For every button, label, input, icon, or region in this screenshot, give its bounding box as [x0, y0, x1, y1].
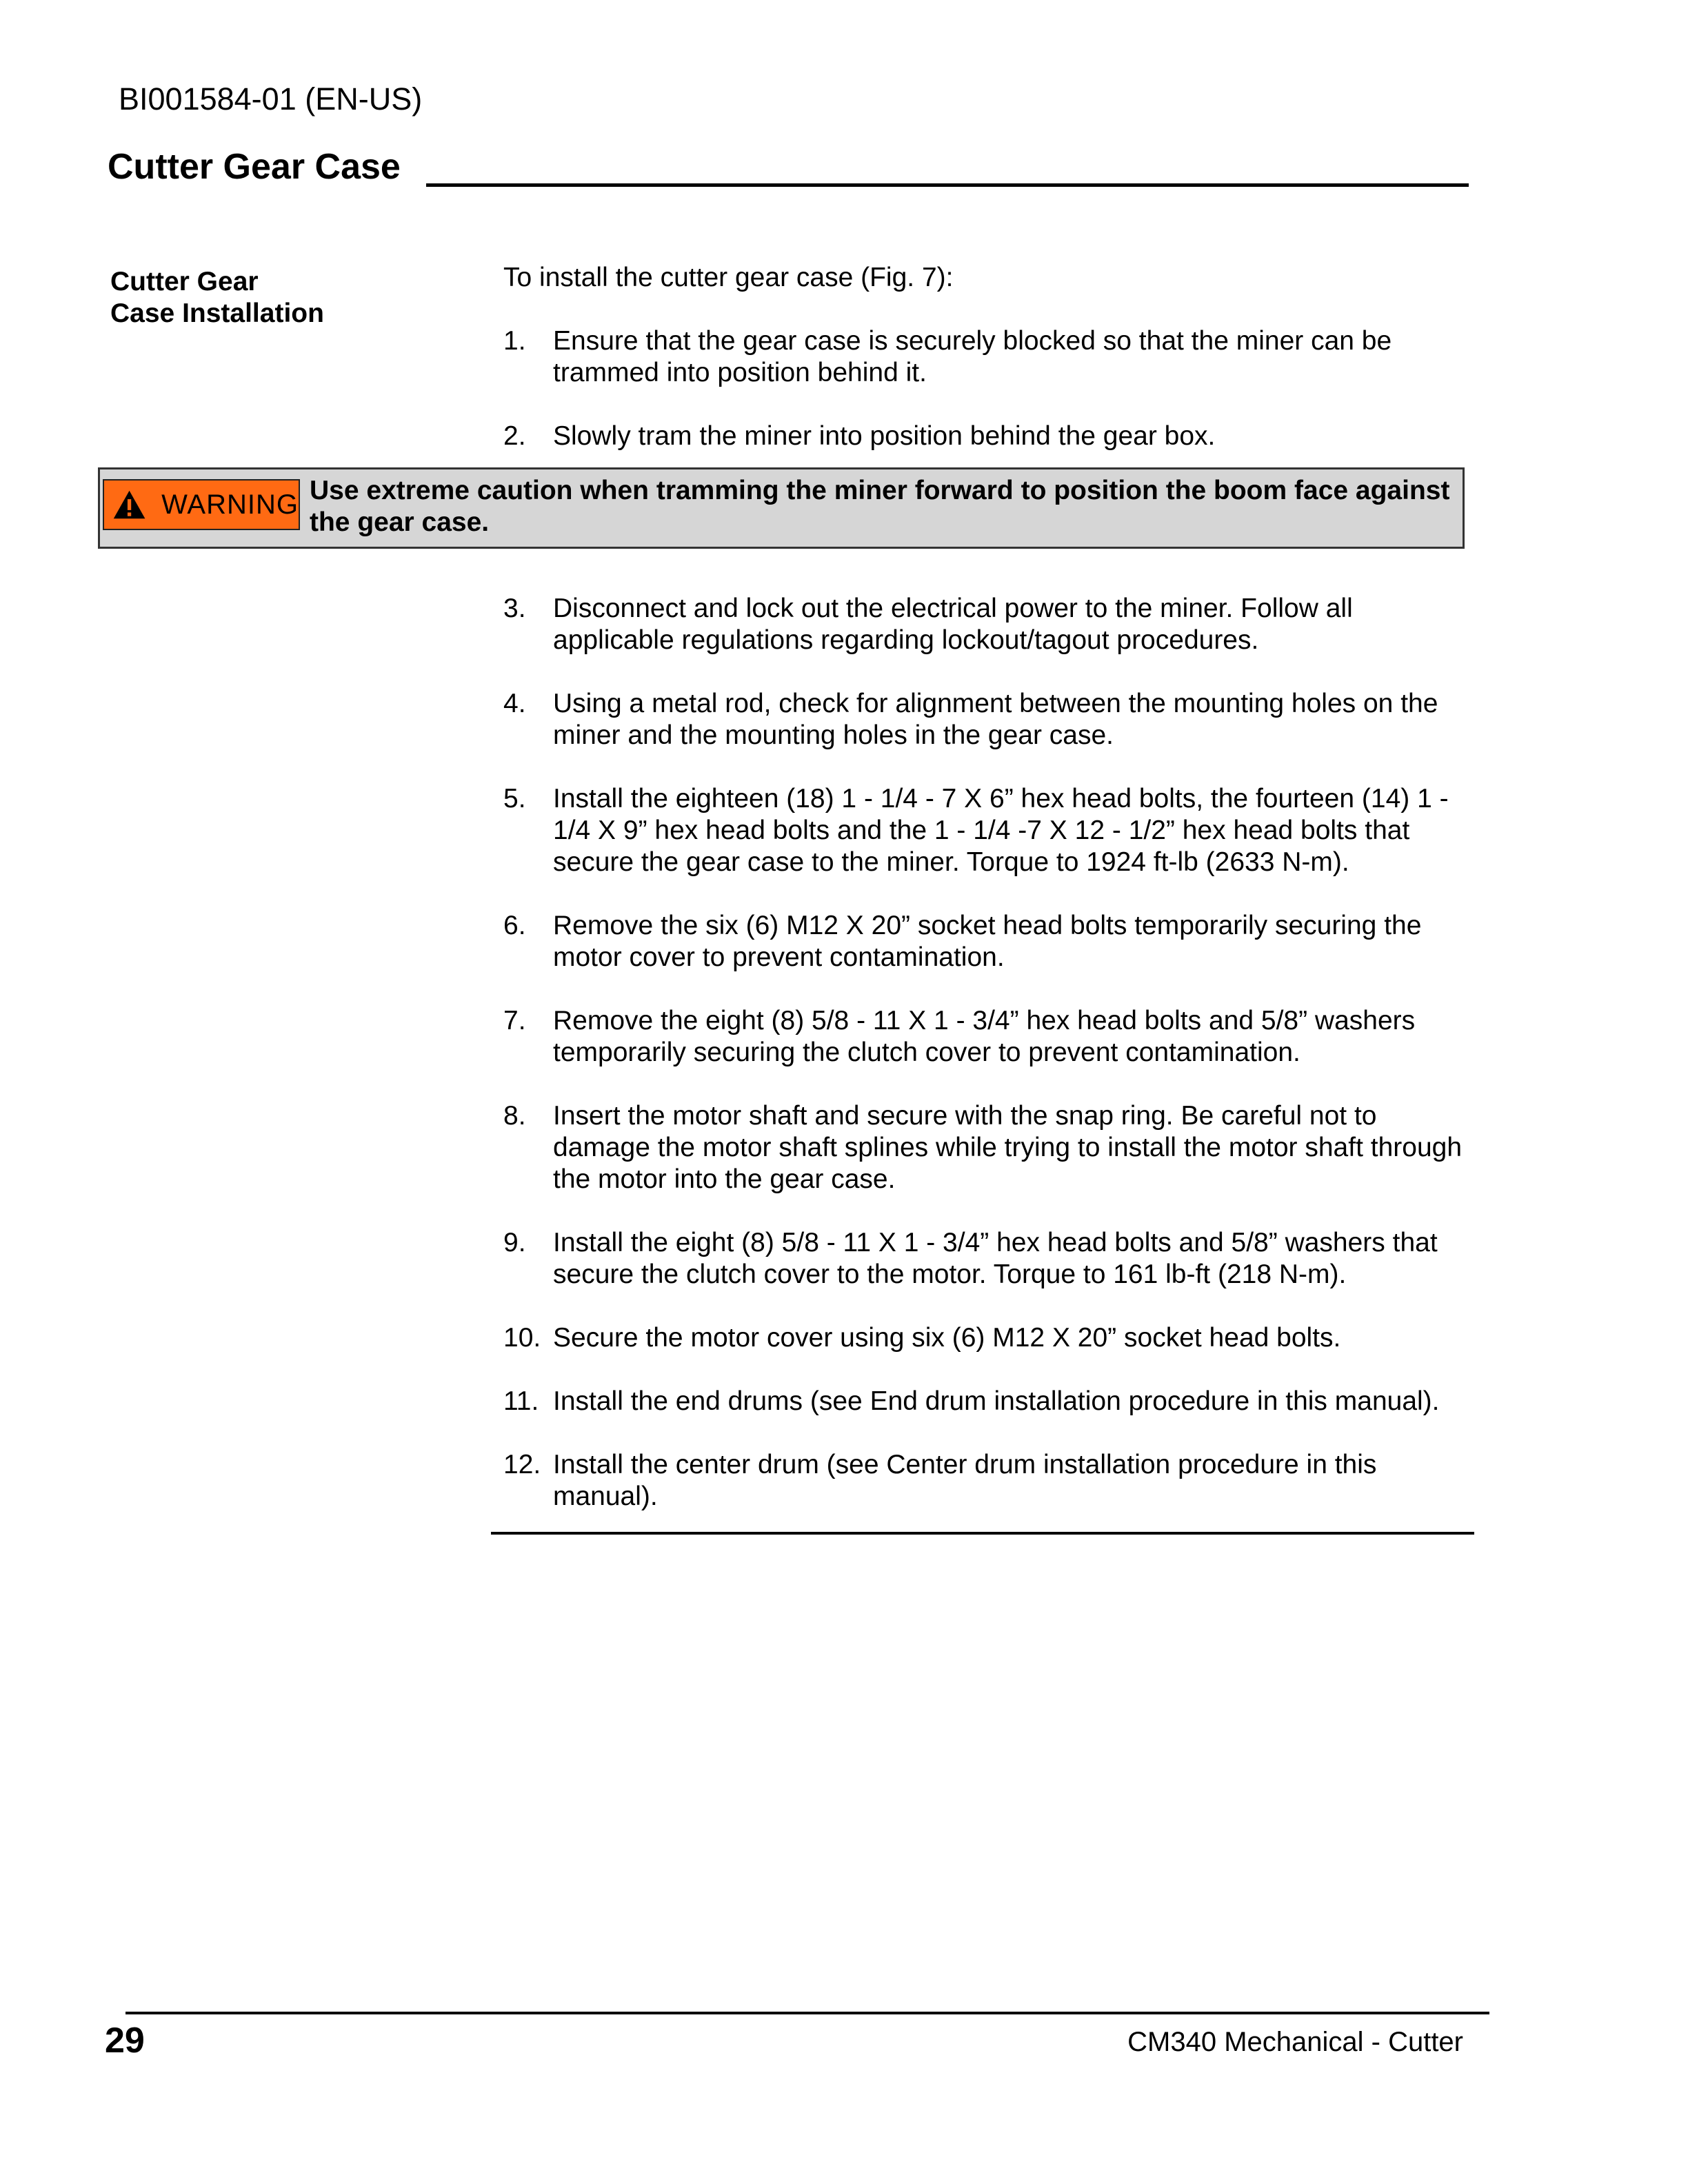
step-item: [503, 910, 1476, 973]
warning-text: Use extreme caution when tramming the miner forward to position the boom face against the gear case.: [310, 476, 1450, 537]
step-item: [503, 421, 1476, 452]
step-item: [503, 1227, 1476, 1291]
footer-rule: [125, 2012, 1489, 2014]
step-text: Secure the motor cover using six (6) M12 X 20” socket head bolts.: [553, 1323, 1341, 1353]
steps-list-after: [503, 593, 1476, 1544]
step-number: 8.: [503, 1101, 526, 1131]
step-item: [503, 1449, 1476, 1513]
step-text: Insert the motor shaft and secure with the snap ring. Be careful not to damage the motor shaft splines while trying to install the motor shaft through the motor into the gear case.: [553, 1101, 1463, 1194]
step-text: Install the eight (8) 5/8 - 11 X 1 - 3/4” hex head bolts and 5/8” washers that secure the clutch cover to the motor. Torque to 161 lb-ft (218 N-m).: [553, 1228, 1438, 1289]
step-number: 11.: [503, 1386, 539, 1416]
step-number: 3.: [503, 594, 526, 623]
step-item: [503, 593, 1476, 656]
section-title: Cutter Gear Case: [108, 147, 401, 187]
step-text: Using a metal rod, check for alignment between the mounting holes on the miner and the mounting holes in the gear case.: [553, 689, 1438, 750]
step-number: 12.: [503, 1450, 541, 1479]
side-heading-line-1: Cutter Gear: [110, 267, 259, 296]
footer-doc-title: CM340 Mechanical - Cutter: [1127, 2027, 1463, 2057]
warning-label: [103, 479, 300, 530]
warning-label-text: WARNING: [161, 489, 299, 520]
step-text: Disconnect and lock out the electrical power to the miner. Follow all applicable regulations regarding lockout/tagout procedures.: [553, 594, 1353, 655]
section-end-rule: [491, 1532, 1474, 1535]
step-number: 4.: [503, 689, 526, 718]
step-text: Install the end drums (see End drum installation procedure in this manual).: [553, 1386, 1440, 1416]
step-item: [503, 1386, 1476, 1417]
warning-box: [98, 467, 1465, 549]
title-rule: [426, 183, 1469, 187]
warning-triangle-icon: [112, 487, 146, 522]
step-number: 7.: [503, 1006, 526, 1035]
intro-text: To install the cutter gear case (Fig. 7):: [503, 263, 954, 292]
step-number: 6.: [503, 911, 526, 940]
step-number: 10.: [503, 1323, 541, 1353]
step-text: Install the center drum (see Center drum installation procedure in this manual).: [553, 1450, 1377, 1511]
step-number: 5.: [503, 784, 526, 813]
step-number: 9.: [503, 1228, 526, 1257]
step-number: 2.: [503, 421, 526, 451]
step-item: [503, 1100, 1476, 1195]
step-item: [503, 783, 1476, 878]
side-heading: [110, 266, 414, 330]
side-heading-line-2: Case Installation: [110, 299, 324, 328]
step-item: [503, 325, 1476, 389]
step-text: Remove the six (6) M12 X 20” socket head bolts temporarily securing the motor cover to prevent contamination.: [553, 911, 1422, 972]
step-text: Slowly tram the miner into position behind the gear box.: [553, 421, 1216, 451]
page-number: 29: [105, 2021, 145, 2061]
steps-list-before: [503, 325, 1476, 484]
step-text: Ensure that the gear case is securely blocked so that the miner can be trammed into position behind it.: [553, 326, 1392, 387]
step-number: 1.: [503, 326, 526, 356]
step-item: [503, 688, 1476, 751]
step-text: Install the eighteen (18) 1 - 1/4 - 7 X 6” hex head bolts, the fourteen (14) 1 - 1/4 X 9” hex head bolts and the 1 - 1/4 -7 X 12 - 1/2” hex head bolts that secure the gear case to the miner. Torque to 1924 ft-lb (2633 N-m).: [553, 784, 1449, 877]
document-id: BI001584-01 (EN-US): [119, 81, 423, 117]
step-item: [503, 1322, 1476, 1354]
step-text: Remove the eight (8) 5/8 - 11 X 1 - 3/4” hex head bolts and 5/8” washers temporarily securing the clutch cover to prevent contamination.: [553, 1006, 1416, 1067]
step-item: [503, 1005, 1476, 1069]
